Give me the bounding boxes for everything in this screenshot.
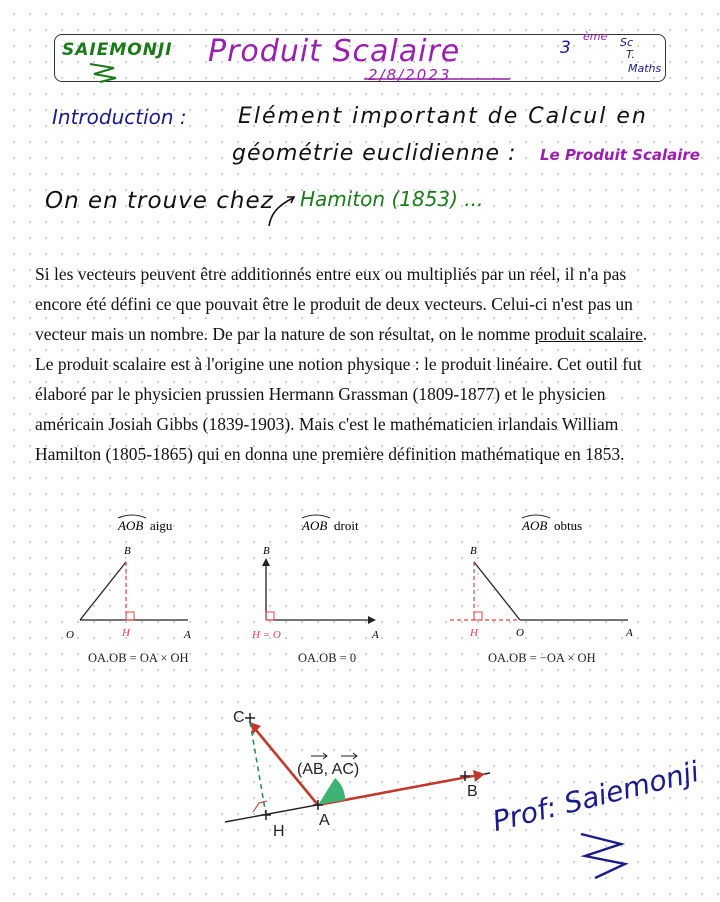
fig1-label-O: O [66,629,74,641]
figure-obtuse-angle [440,510,650,670]
paragraph-text: vecteur mais un nombre. De par la nature de son résultat, on le nomme [35,324,531,344]
fig3-label-A: A [626,627,633,639]
fig2-label-HO: H = O [252,629,281,641]
intro-highlight: Le Produit Scalaire [540,146,700,164]
class-level-suffix: ème [583,30,608,43]
found-label: On en trouve chez [45,188,274,214]
fig2-formula: OA.OB = 0 [298,651,357,665]
fig3-label-H: H [470,627,478,639]
class-line-2: T. [626,48,635,61]
history-paragraph [35,259,687,469]
signature-scribble-icon [575,828,635,888]
found-name: Hamiton (1853) ... [300,187,484,211]
class-level: 3 [560,38,571,58]
fig1-label-A: A [184,629,191,641]
fig3-caption: obtus [554,518,583,533]
fig1-label-H: H [122,627,130,639]
paragraph-line [35,319,687,349]
professor-signature: Prof: Saiemonji [489,754,703,839]
paragraph-line: Si les vecteurs peuvent être additionnés entre eux ou multipliés par un réel, il n'a pas [35,264,627,284]
date: 2/8/2023 [368,66,452,84]
paragraph-period: . [642,324,648,344]
paragraph-line: Le produit scalaire est à l'origine une notion physique : le produit linéaire. Cet outil fut [35,354,642,374]
fig3-formula: OA.OB = −OA × OH [488,651,596,665]
intro-label: Introduction : [52,105,187,129]
arrow-icon [265,192,297,228]
date-underline [362,76,512,82]
fig2-label-B: B [263,545,270,557]
fig1-label-B: B [124,545,131,557]
paragraph-line: élaboré par le physicien prussien Hermann Grassman (1809-1877) et le physicien [35,384,606,404]
fig2-label-A: A [372,629,379,641]
vector-angle-diagram [215,700,515,850]
author-scribble-icon [86,60,126,86]
point-A-label: A [319,812,330,829]
paragraph-line: encore été défini ce que pouvait être le produit de deux vecteurs. Celui-ci n'est pas un [35,294,633,314]
figure-right-angle [240,510,400,670]
point-H-label: H [273,823,285,840]
class-line-1: Sc [620,36,634,49]
author-name: SAIEMONJI [62,40,173,60]
paragraph-line: américain Josiah Gibbs (1839-1903). Mais c'est le mathématicien irlandais William [35,414,619,434]
paragraph-line: Hamilton (1805-1865) qui en donna une première définition mathématique en 1853. [35,444,625,464]
fig1-angle-symbol: AOB [118,518,144,533]
fig3-label-O: O [516,627,524,639]
intro-line-2: géométrie euclidienne : [232,141,517,166]
fig1-caption: aigu [150,518,173,533]
point-C-label: C [233,709,245,726]
figure-acute-angle [60,510,220,670]
fig1-formula: OA.OB = OA × OH [88,651,189,665]
fig2-angle-symbol: AOB [302,518,328,533]
angle-AB-AC-label: (AB, AC) [297,761,360,778]
class-line-3: Maths [628,62,662,75]
point-B-label: B [467,783,478,800]
fig3-label-B: B [470,545,477,557]
produit-scalaire-term: produit scalaire [534,324,643,344]
fig2-caption: droit [334,518,359,533]
intro-line-1: Elément important de Calcul en [238,104,648,129]
fig3-angle-symbol: AOB [522,518,548,533]
page-title: Produit Scalaire [208,34,461,69]
